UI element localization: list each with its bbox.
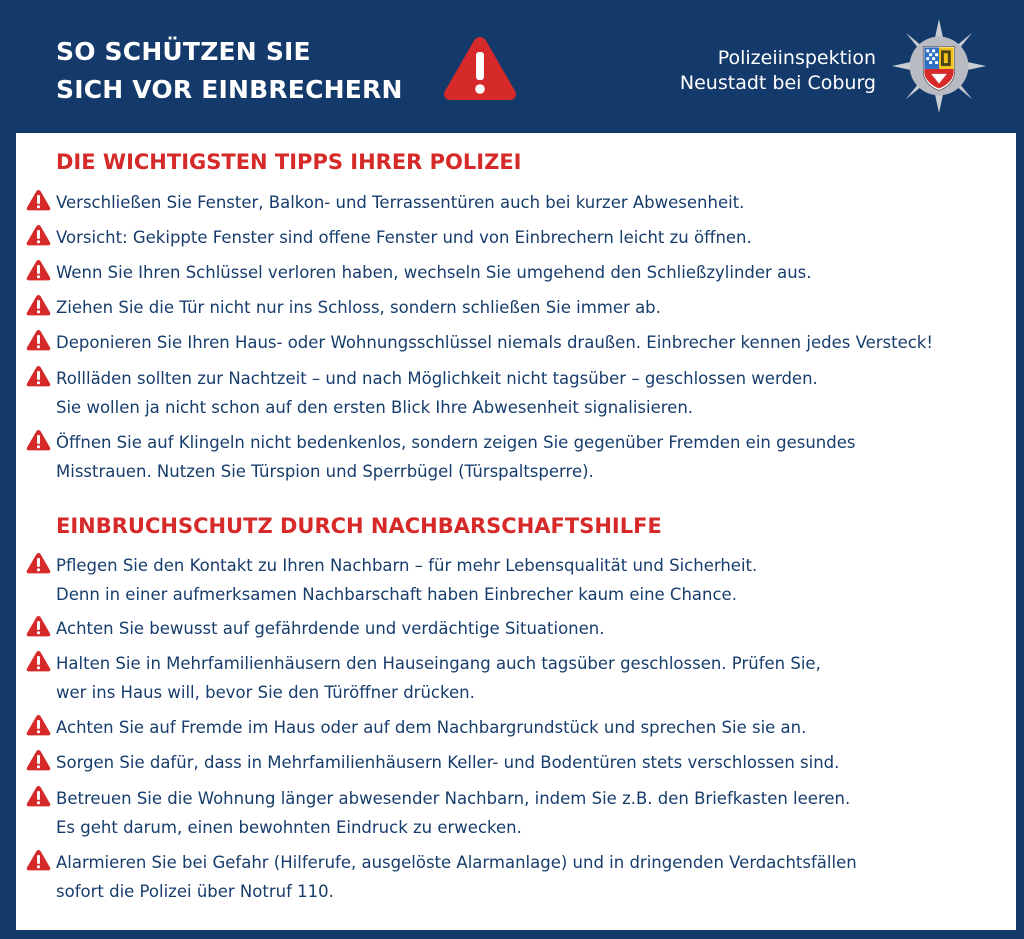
tip-line: Wenn Sie Ihren Schlüssel verloren haben, wechseln Sie umgehend den Schließzylinder aus. bbox=[56, 263, 812, 282]
tip-text bbox=[56, 293, 661, 322]
tip-line: Denn in einer aufmerksamen Nachbarschaft haben Einbrecher kaum eine Chance. bbox=[56, 585, 737, 604]
tip-line: sofort die Polizei über Notruf 110. bbox=[56, 882, 334, 901]
tip-line: Alarmieren Sie bei Gefahr (Hilferufe, ausgelöste Alarmanlage) und in dringenden Verdachtsfällen bbox=[56, 853, 857, 872]
tip-line: Achten Sie bewusst auf gefährdende und verdächtige Situationen. bbox=[56, 619, 605, 638]
tip-line: Ziehen Sie die Tür nicht nur ins Schloss, sondern schließen Sie immer ab. bbox=[56, 298, 661, 317]
page-title bbox=[56, 33, 403, 109]
tip-text bbox=[56, 713, 806, 742]
tip-text bbox=[56, 649, 821, 707]
warning-triangle-icon bbox=[26, 329, 51, 351]
warning-triangle-icon bbox=[26, 365, 51, 387]
title-line-2: SICH VOR EINBRECHERN bbox=[56, 75, 403, 104]
tip-line: Sorgen Sie dafür, dass in Mehrfamilienhäusern Keller- und Bodentüren stets verschlossen sind. bbox=[56, 753, 840, 772]
content-panel bbox=[16, 133, 1016, 930]
tip-text bbox=[56, 784, 850, 842]
tip-text bbox=[56, 364, 818, 422]
tip-line: Halten Sie in Mehrfamilienhäusern den Hauseingang auch tagsüber geschlossen. Prüfen Sie, bbox=[56, 654, 821, 673]
tip-line: Vorsicht: Gekippte Fenster sind offene Fenster und von Einbrechern leicht zu öffnen. bbox=[56, 228, 752, 247]
tip-line: wer ins Haus will, bevor Sie den Türöffner drücken. bbox=[56, 683, 475, 702]
tip-line: Achten Sie auf Fremde im Haus oder auf dem Nachbargrundstück und sprechen Sie sie an. bbox=[56, 718, 807, 737]
title-line-1: SO SCHÜTZEN SIE bbox=[56, 37, 311, 66]
warning-triangle-icon bbox=[26, 259, 51, 281]
section-title: DIE WICHTIGSTEN TIPPS IHRER POLIZEI bbox=[56, 150, 522, 174]
warning-triangle-icon bbox=[26, 849, 51, 871]
tip-text bbox=[56, 748, 839, 777]
tip-text bbox=[56, 258, 812, 287]
warning-triangle-icon bbox=[26, 749, 51, 771]
warning-triangle-icon bbox=[26, 294, 51, 316]
tip-text bbox=[56, 223, 752, 252]
warning-triangle-icon bbox=[26, 224, 51, 246]
tip-line: Öffnen Sie auf Klingeln nicht bedenkenlos, sondern zeigen Sie gegenüber Fremden ein gesundes bbox=[56, 433, 856, 452]
section-title: EINBRUCHSCHUTZ DURCH NACHBARSCHAFTSHILFE bbox=[56, 514, 662, 538]
department-name bbox=[680, 46, 876, 96]
tip-line: Pflegen Sie den Kontakt zu Ihren Nachbarn – für mehr Lebensqualität und Sicherheit. bbox=[56, 556, 758, 575]
warning-triangle-icon bbox=[26, 189, 51, 211]
warning-triangle-icon bbox=[26, 429, 51, 451]
warning-triangle-icon bbox=[26, 615, 51, 637]
tip-text bbox=[56, 428, 855, 486]
department-line-2: Neustadt bei Coburg bbox=[679, 72, 876, 94]
warning-triangle-icon bbox=[441, 33, 519, 103]
warning-triangle-icon bbox=[26, 714, 51, 736]
tip-text bbox=[56, 188, 744, 217]
header-bar bbox=[0, 0, 1024, 133]
tip-line: Misstrauen. Nutzen Sie Türspion und Sperrbügel (Türspaltsperre). bbox=[56, 462, 594, 481]
tip-line: Betreuen Sie die Wohnung länger abwesender Nachbarn, indem Sie z.B. den Briefkasten leeren. bbox=[56, 789, 851, 808]
tip-text bbox=[56, 328, 933, 357]
tip-line: Sie wollen ja nicht schon auf den ersten Blick Ihre Abwesenheit signalisieren. bbox=[56, 398, 694, 417]
tip-line: Deponieren Sie Ihren Haus- oder Wohnungsschlüssel niemals draußen. Einbrecher kennen jedes Versteck! bbox=[56, 333, 933, 352]
tip-line: Verschließen Sie Fenster, Balkon- und Terrassentüren auch bei kurzer Abwesenheit. bbox=[56, 193, 745, 212]
warning-triangle-icon bbox=[26, 552, 51, 574]
tip-text bbox=[56, 848, 857, 906]
warning-triangle-icon bbox=[26, 785, 51, 807]
tip-line: Es geht darum, einen bewohnten Eindruck zu erwecken. bbox=[56, 818, 522, 837]
tip-line: Rollläden sollten zur Nachtzeit – und nach Möglichkeit nicht tagsüber – geschlossen werden. bbox=[56, 369, 818, 388]
warning-triangle-icon bbox=[26, 650, 51, 672]
tip-text bbox=[56, 551, 757, 609]
tip-text bbox=[56, 614, 605, 643]
department-line-1: Polizeiinspektion bbox=[717, 47, 876, 69]
police-star-badge-icon bbox=[890, 17, 988, 115]
